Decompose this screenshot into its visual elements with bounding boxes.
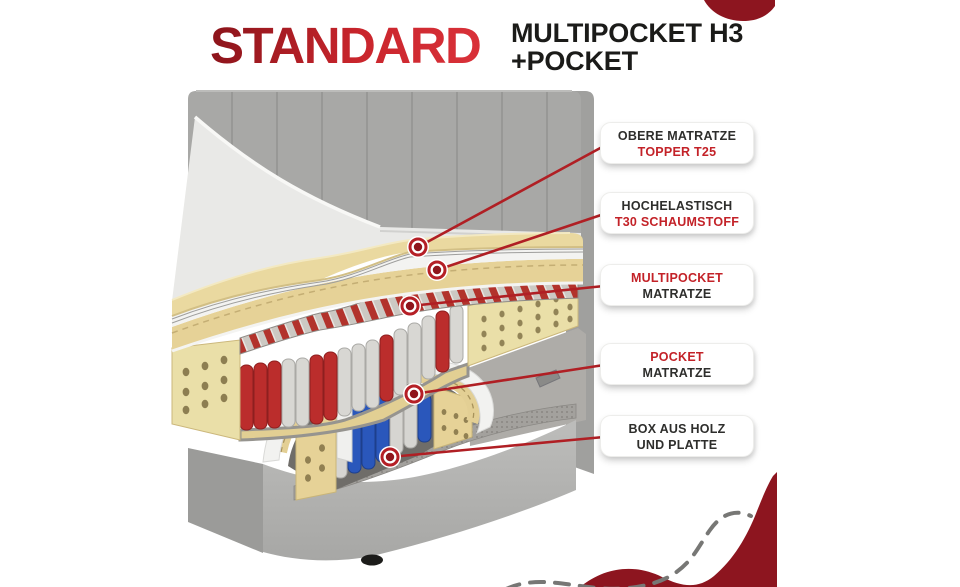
label-line-accent: MULTIPOCKET	[630, 271, 724, 285]
callout-dot-2	[426, 259, 448, 281]
label-line-accent: T30 SCHAUMSTOFF	[614, 215, 740, 229]
product-name-line1: MULTIPOCKET H3	[511, 18, 744, 48]
product-name-line2: +POCKET	[511, 46, 638, 76]
callout-dot-4	[403, 383, 425, 405]
label-line: UND PLATTE	[636, 438, 718, 452]
label-line: BOX AUS HOLZ	[628, 422, 726, 436]
label-line: OBERE MATRATZE	[617, 129, 737, 143]
label-line-accent: POCKET	[650, 350, 704, 364]
label-line: MATRATZE	[642, 287, 712, 301]
label-obere-matratze	[600, 122, 754, 164]
label-line: MATRATZE	[642, 366, 712, 380]
callout-dot-3	[399, 295, 421, 317]
label-box	[600, 415, 754, 457]
callout-dot-1	[407, 236, 429, 258]
label-pocket	[600, 343, 754, 385]
label-line-accent: TOPPER T25	[637, 145, 717, 159]
label-line: HOCHELASTISCH	[621, 199, 733, 213]
callout-dot-5	[379, 446, 401, 468]
brand-title: STANDARD	[210, 17, 481, 74]
product-name	[511, 19, 743, 75]
label-multipocket	[600, 264, 754, 306]
bed-foot	[361, 555, 383, 566]
label-hochelastisch	[600, 192, 754, 234]
